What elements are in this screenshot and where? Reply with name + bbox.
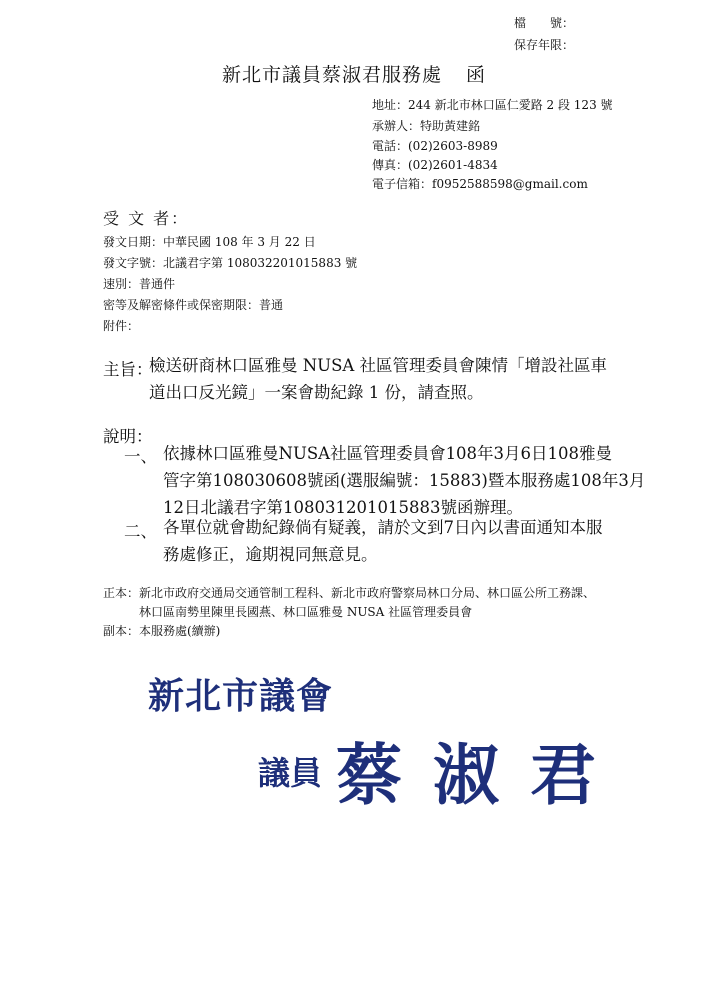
email-line: 電子信箱：f0952588598@gmail.com [372, 177, 588, 191]
file-number-label: 檔 號： [514, 16, 575, 30]
item-line: 管字第108030608號函(選服編號：15883)暨本服務處108年3月 [163, 471, 646, 490]
item-line: 務處修正，逾期視同無意見。 [163, 545, 378, 564]
explanation-item [163, 514, 603, 568]
main-recipients-line: 新北市政府交通局交通管制工程科、新北市政府警察局林口分局、林口區公所工務課、 [139, 586, 596, 600]
councillor-title-seal: 議員 [258, 754, 323, 792]
copy-recipients-label: 副本： [103, 624, 140, 638]
item-number: 一、 [124, 447, 157, 466]
subject-line: 道出口反光鏡」一案會勘紀錄 1 份，請查照。 [149, 383, 484, 402]
issue-date: 發文日期：中華民國 108 年 3 月 22 日 [103, 235, 316, 249]
item-line: 12日北議君字第108031201015883號函辦理。 [163, 498, 523, 517]
main-recipients-label: 正本： [103, 586, 140, 600]
councillor-name-seal: 蔡 淑 君 [336, 736, 600, 814]
document-title [222, 60, 486, 87]
recipient-label: 受 文 者： [103, 209, 190, 228]
office-name: 新北市議員蔡淑君服務處 [222, 64, 443, 86]
document-type: 函 [466, 64, 487, 86]
explanation-label: 說明： [103, 427, 153, 446]
subject-line: 檢送研商林口區雅曼 NUSA 社區管理委員會陳情「增設社區車 [149, 356, 608, 375]
delivery-speed: 速別：普通件 [103, 277, 176, 291]
phone-line: 電話：(02)2603-8989 [372, 139, 498, 153]
copy-recipients-text: 本服務處(續辦) [139, 624, 221, 638]
subject-label: 主旨： [103, 360, 153, 379]
council-seal-text: 新北市議會 [148, 675, 334, 717]
explanation-item [163, 440, 645, 521]
main-recipients-line: 林口區南勢里陳里長國燕、林口區雅曼 NUSA 社區管理委員會 [139, 605, 473, 619]
item-number: 二、 [124, 522, 157, 541]
fax-line: 傳真：(02)2601-4834 [372, 158, 498, 172]
subject-text [149, 352, 607, 406]
address-line: 地址：244 新北市林口區仁愛路 2 段 123 號 [372, 98, 613, 112]
reference-number: 發文字號：北議君字第 108032201015883 號 [103, 256, 358, 270]
attachment-label: 附件： [103, 319, 140, 333]
item-line: 依據林口區雅曼NUSA社區管理委員會108年3月6日108雅曼 [163, 444, 613, 463]
item-line: 各單位就會勘紀錄倘有疑義，請於文到7日內以書面通知本服 [163, 518, 603, 537]
secrecy-level: 密等及解密條件或保密期限：普通 [103, 298, 284, 312]
retention-period-label: 保存年限： [514, 38, 575, 52]
handler-line: 承辦人：特助黃建銘 [372, 119, 481, 133]
